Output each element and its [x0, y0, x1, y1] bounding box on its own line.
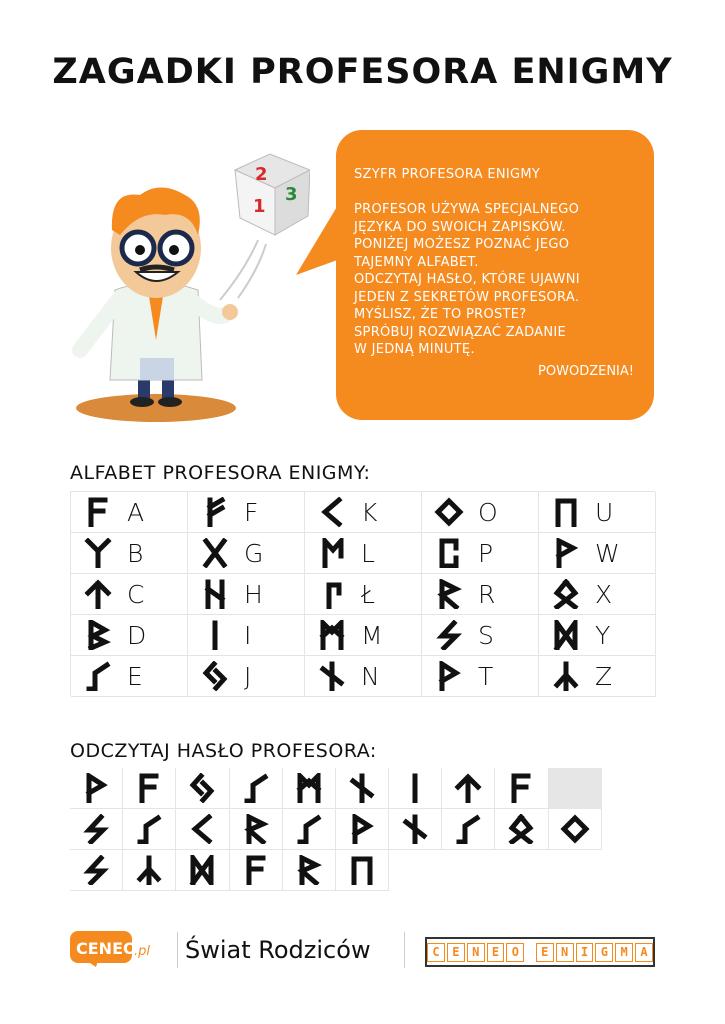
alphabet-letter: W — [595, 539, 620, 568]
ceneo-logo — [70, 931, 162, 967]
enigma-letter — [526, 944, 533, 961]
rune-icon — [317, 661, 347, 691]
alphabet-cell — [71, 574, 188, 615]
alphabet-letter: B — [127, 539, 144, 568]
password-cell — [336, 809, 389, 850]
alphabet-letter: A — [127, 498, 145, 527]
password-cell — [549, 809, 602, 850]
alphabet-cell — [305, 492, 422, 533]
rune-icon — [187, 814, 217, 844]
password-cell — [123, 768, 176, 809]
rune-icon — [347, 773, 377, 803]
password-cell — [176, 809, 229, 850]
rune-icon — [560, 814, 590, 844]
rune-icon — [134, 773, 164, 803]
password-cell-empty — [442, 850, 495, 891]
password-cell — [442, 768, 495, 809]
alphabet-letter: P — [478, 539, 494, 568]
alphabet-cell — [71, 656, 188, 697]
rune-icon — [400, 814, 430, 844]
rune-icon — [434, 620, 464, 650]
enigma-letter: E — [447, 943, 465, 962]
alphabet-letter: E — [127, 662, 143, 691]
alphabet-letter: K — [361, 498, 378, 527]
enigma-letter: C — [427, 943, 445, 962]
password-cell — [336, 850, 389, 891]
footer-divider — [177, 932, 178, 968]
alphabet-letter: Y — [595, 621, 611, 650]
page-title: ZAGADKI PROFESORA ENIGMY — [52, 52, 673, 92]
enigma-letter: E — [536, 943, 554, 962]
rune-icon — [134, 855, 164, 885]
alphabet-grid — [70, 491, 655, 696]
enigma-letter: O — [506, 943, 524, 962]
password-cell — [123, 850, 176, 891]
alphabet-letter: O — [478, 498, 498, 527]
alphabet-cell — [422, 656, 539, 697]
alphabet-letter: U — [595, 498, 614, 527]
rune-icon — [81, 773, 111, 803]
enigma-letter: E — [487, 943, 505, 962]
password-heading: ODCZYTAJ HASŁO PROFESORA: — [70, 740, 377, 762]
rune-icon — [241, 773, 271, 803]
alphabet-cell — [188, 574, 305, 615]
alphabet-letter: T — [478, 662, 494, 691]
alphabet-cell — [305, 615, 422, 656]
rune-icon — [241, 814, 271, 844]
alphabet-letter: G — [244, 539, 264, 568]
rune-icon — [317, 538, 347, 568]
password-cell — [230, 768, 283, 809]
alphabet-cell — [422, 533, 539, 574]
password-cell — [283, 768, 336, 809]
password-cell-empty — [495, 850, 548, 891]
rune-icon — [83, 579, 113, 609]
rune-icon — [83, 538, 113, 568]
rune-icon — [317, 497, 347, 527]
enigma-letter: I — [576, 943, 594, 962]
alphabet-letter: J — [244, 662, 252, 691]
dice-face-top: 2 — [255, 164, 268, 185]
rune-icon — [347, 814, 377, 844]
alphabet-cell — [188, 533, 305, 574]
alphabet-letter: Ł — [361, 580, 376, 609]
alphabet-letter: D — [127, 621, 147, 650]
password-cell — [495, 768, 548, 809]
password-cell-empty — [602, 850, 655, 891]
rune-icon — [400, 773, 430, 803]
password-cell — [389, 809, 442, 850]
ceneo-enigma-logo — [425, 937, 655, 967]
bubble-sign: POWODZENIA! — [538, 364, 634, 379]
alphabet-letter: H — [244, 580, 263, 609]
ceneo-logo-suffix: .pl — [134, 944, 150, 959]
password-cell — [70, 768, 123, 809]
password-cell — [123, 809, 176, 850]
rune-icon — [187, 773, 217, 803]
alphabet-cell — [539, 533, 656, 574]
password-cell — [230, 809, 283, 850]
rune-icon — [317, 579, 347, 609]
alphabet-cell — [305, 574, 422, 615]
swiat-rodzicow-logo: Świat Rodziców — [185, 936, 371, 964]
rune-icon — [434, 538, 464, 568]
professor-illustration — [70, 140, 310, 430]
rune-icon — [200, 497, 230, 527]
rune-icon — [294, 855, 324, 885]
password-cell — [176, 768, 229, 809]
rune-icon — [200, 579, 230, 609]
password-cell — [495, 809, 548, 850]
alphabet-letter: L — [361, 539, 375, 568]
enigma-letter: N — [556, 943, 574, 962]
password-cell — [176, 850, 229, 891]
alphabet-letter: C — [127, 580, 145, 609]
rune-icon — [453, 773, 483, 803]
alphabet-heading: ALFABET PROFESORA ENIGMY: — [70, 462, 371, 484]
rune-icon — [83, 620, 113, 650]
alphabet-cell — [188, 656, 305, 697]
rune-icon — [347, 855, 377, 885]
password-cell-empty — [602, 768, 655, 809]
rune-icon — [317, 620, 347, 650]
alphabet-letter: N — [361, 662, 380, 691]
ceneo-logo-text: CENEO — [76, 939, 137, 958]
password-grid — [70, 768, 655, 891]
rune-icon — [551, 579, 581, 609]
enigma-letter: N — [467, 943, 485, 962]
bubble-text: SZYFR PROFESORA ENIGMY PROFESOR UŻYWA SPECJALNEGO JĘZYKA DO SWOICH ZAPISKÓW. PONIŻEJ MOŻESZ POZNAĆ JEGO TAJEMNY ALFABET. ODCZYTAJ HASŁO, KTÓRE UJAWNI JEDEN Z SEKRETÓW PROFESORA. MYŚLISZ, ŻE TO PROSTE? SPRÓBUJ ROZWIĄZAĆ ZADANIE W JEDNĄ MINUTĘ. — [354, 167, 580, 357]
alphabet-cell — [422, 492, 539, 533]
rune-icon — [187, 855, 217, 885]
password-cell — [70, 809, 123, 850]
rune-icon — [294, 773, 324, 803]
rune-icon — [200, 620, 230, 650]
rune-icon — [81, 814, 111, 844]
rune-icon — [83, 661, 113, 691]
enigma-letter: G — [595, 943, 613, 962]
alphabet-cell — [71, 615, 188, 656]
alphabet-cell — [71, 533, 188, 574]
rune-icon — [506, 814, 536, 844]
password-cell-blank — [549, 768, 602, 809]
rune-icon — [453, 814, 483, 844]
password-cell — [70, 850, 123, 891]
alphabet-letter: I — [244, 621, 252, 650]
dice-face-front: 1 — [253, 196, 266, 217]
speech-bubble — [336, 130, 654, 420]
alphabet-letter: S — [478, 621, 494, 650]
enigma-letter: M — [615, 943, 633, 962]
footer-divider — [404, 932, 405, 968]
alphabet-cell — [188, 492, 305, 533]
rune-icon — [551, 497, 581, 527]
rune-icon — [434, 661, 464, 691]
alphabet-cell — [539, 615, 656, 656]
rune-icon — [134, 814, 164, 844]
rune-icon — [200, 538, 230, 568]
password-cell-empty — [602, 809, 655, 850]
password-cell — [283, 809, 336, 850]
password-cell — [230, 850, 283, 891]
rune-icon — [434, 497, 464, 527]
alphabet-cell — [422, 615, 539, 656]
rune-icon — [551, 620, 581, 650]
alphabet-cell — [422, 574, 539, 615]
alphabet-cell — [71, 492, 188, 533]
alphabet-cell — [539, 656, 656, 697]
rune-icon — [83, 497, 113, 527]
alphabet-letter: R — [478, 580, 496, 609]
password-cell-empty — [549, 850, 602, 891]
alphabet-letter: F — [244, 498, 259, 527]
alphabet-letter: Z — [595, 662, 613, 691]
password-cell — [442, 809, 495, 850]
alphabet-cell — [305, 533, 422, 574]
alphabet-cell — [188, 615, 305, 656]
alphabet-cell — [305, 656, 422, 697]
password-cell — [389, 768, 442, 809]
rune-icon — [551, 538, 581, 568]
rune-icon — [200, 661, 230, 691]
dice-face-side: 3 — [285, 184, 298, 205]
rune-icon — [241, 855, 271, 885]
alphabet-letter: X — [595, 580, 613, 609]
rune-icon — [434, 579, 464, 609]
enigma-letter: A — [635, 943, 653, 962]
alphabet-letter: M — [361, 621, 383, 650]
footer-logos — [70, 926, 655, 976]
password-cell — [336, 768, 389, 809]
rune-icon — [506, 773, 536, 803]
alphabet-cell — [539, 574, 656, 615]
rune-icon — [551, 661, 581, 691]
rune-icon — [81, 855, 111, 885]
rune-icon — [294, 814, 324, 844]
password-cell-empty — [389, 850, 442, 891]
alphabet-cell — [539, 492, 656, 533]
password-cell — [283, 850, 336, 891]
